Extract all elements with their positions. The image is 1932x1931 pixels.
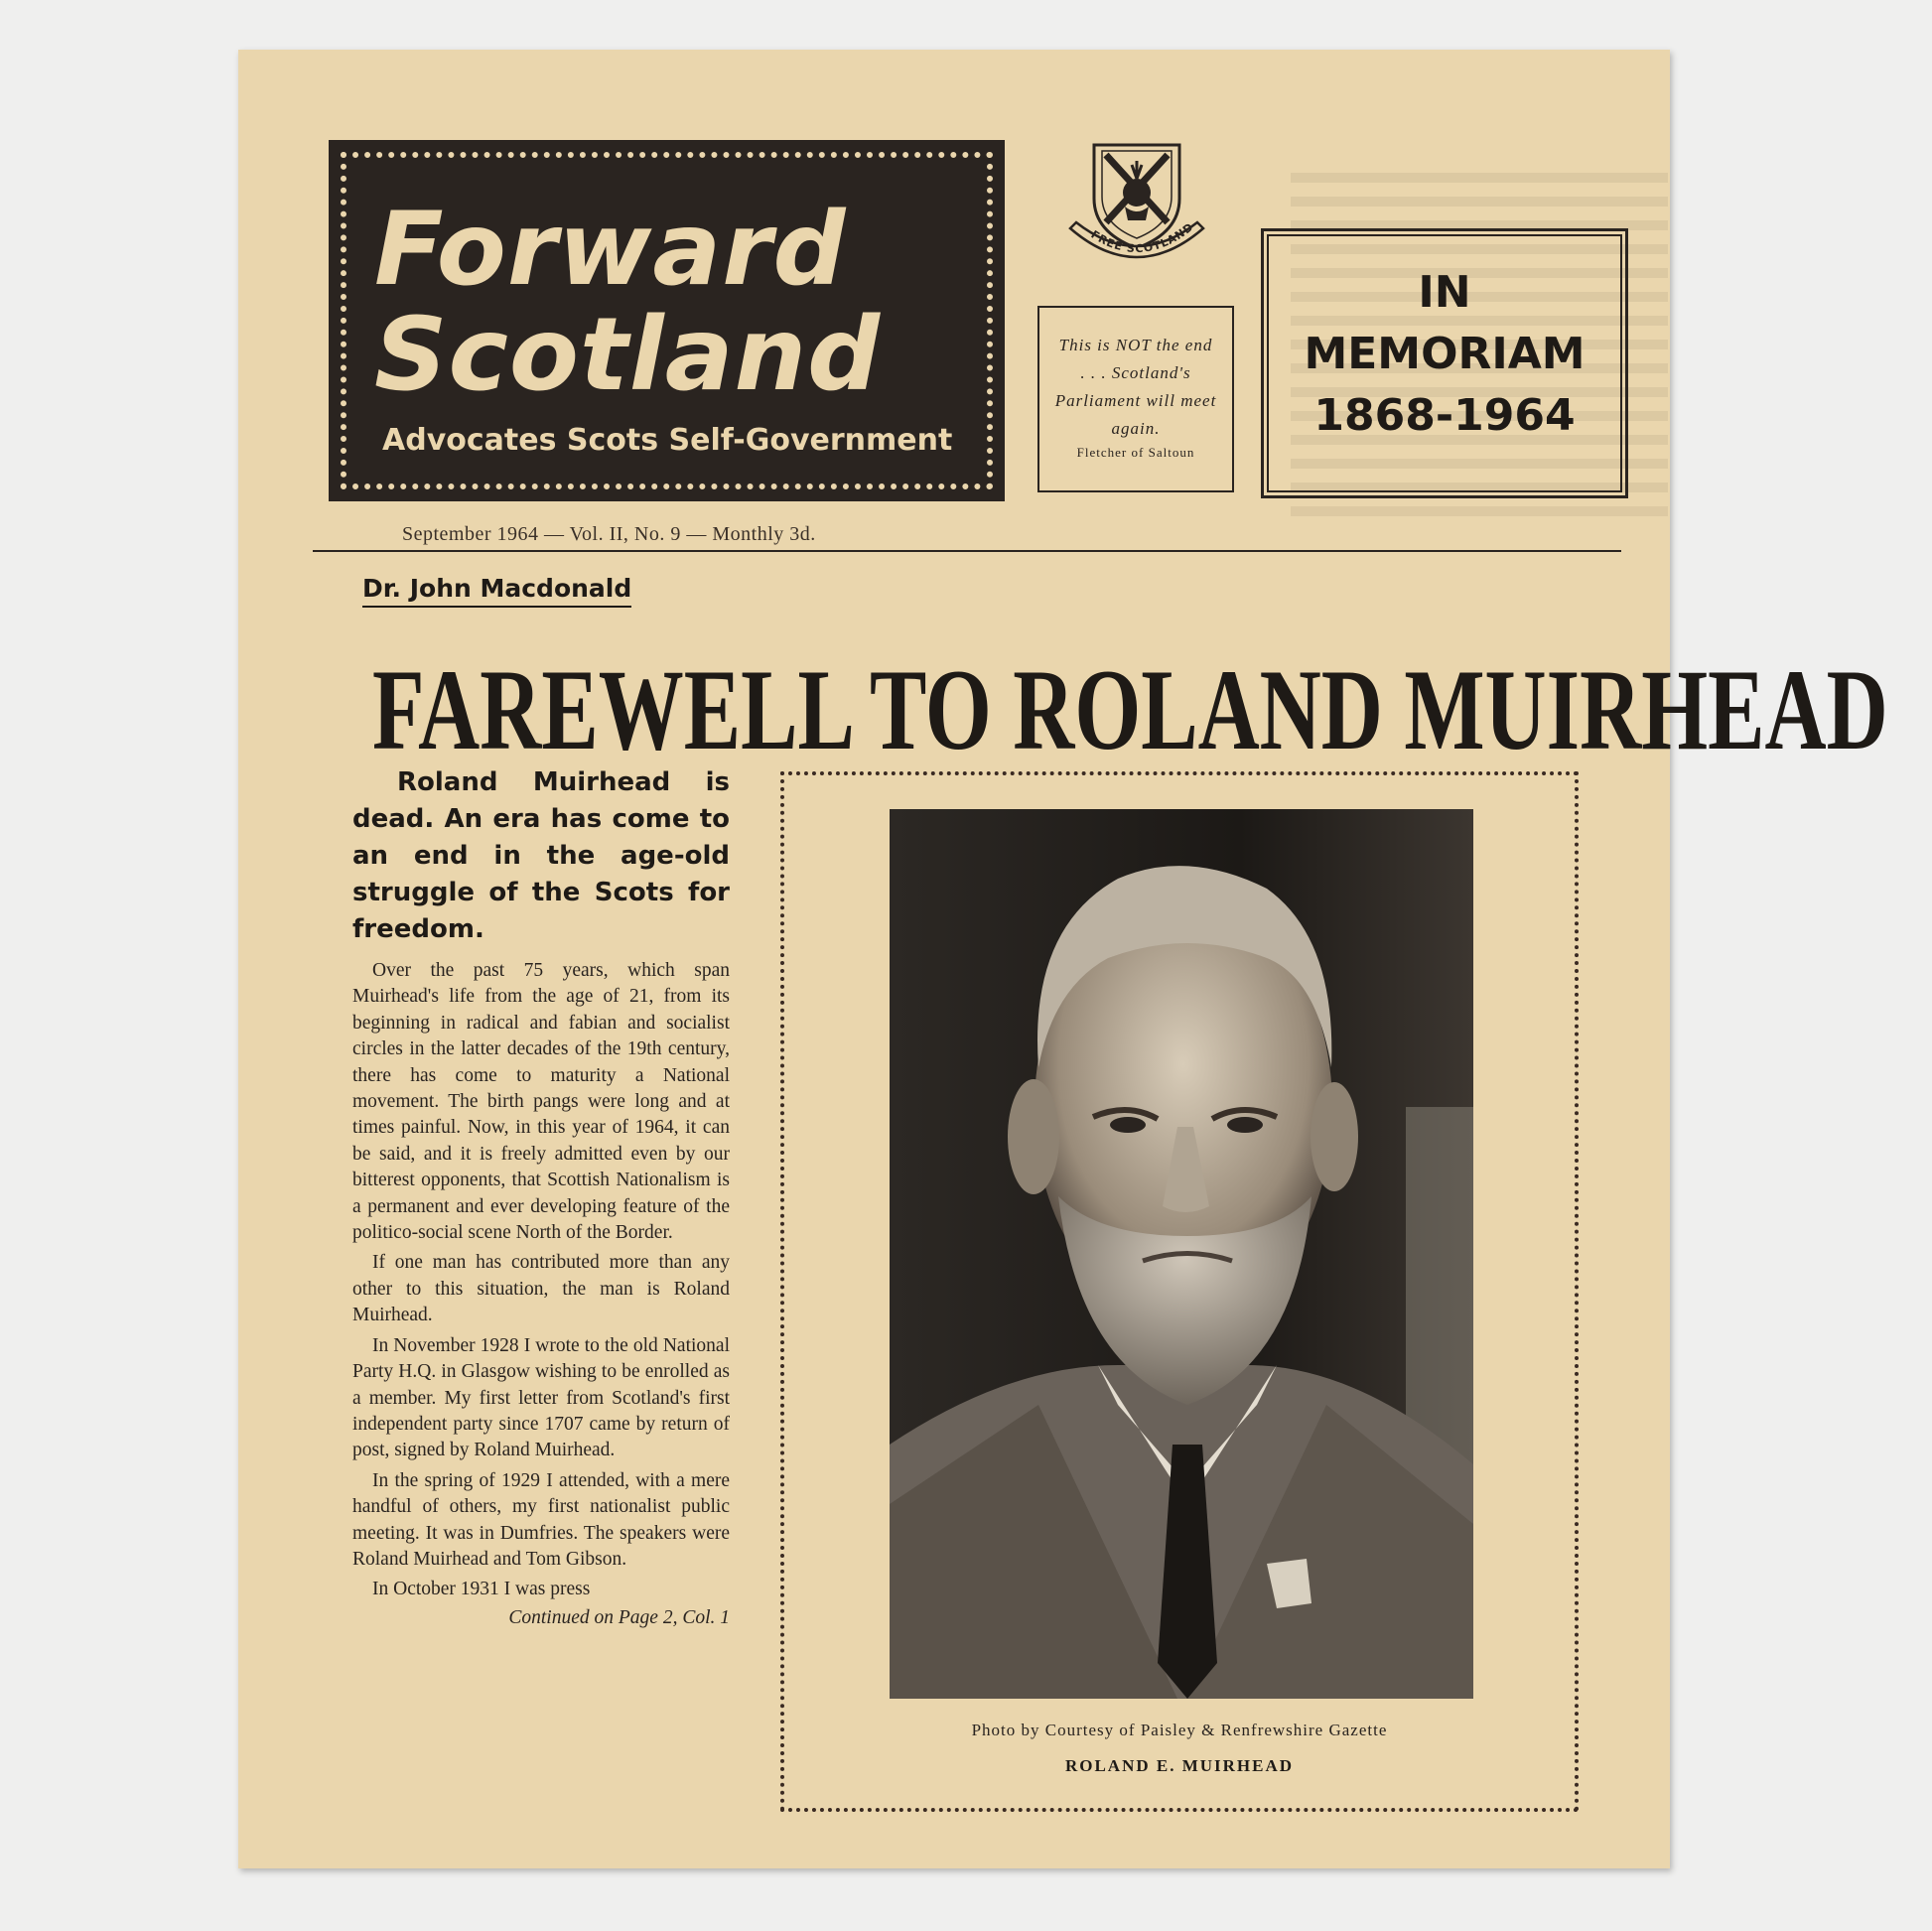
masthead-subtitle: Advocates Scots Self-Government [382,423,953,458]
author-byline: Dr. John Macdonald [362,574,631,608]
memoriam-line1: IN [1418,267,1471,318]
photo-caption: ROLAND E. MUIRHEAD [1064,1756,1295,1775]
continued-note: Continued on Page 2, Col. 1 [508,1606,730,1628]
issue-dateline: September 1964 — Vol. II, No. 9 — Monthly 3d. [402,523,816,545]
memoriam-dates: 1868-1964 [1313,390,1576,441]
masthead-title [374,191,882,414]
memoriam-box [1261,228,1628,498]
article-lead: Roland Muirhead is dead. An era has come to an end in the age-old struggle of the Scots for freedom. [352,767,730,944]
photo-credit: Photo by Courtesy of Paisley & Renfrewshire Gazette [971,1721,1388,1739]
thistle-shield-emblem-icon [1062,137,1211,276]
article-paragraph: In November 1928 I wrote to the old National Party H.Q. in Glasgow wishing to be enrolled as a member. My first letter from Scotland's first independent party since 1707 came by return of post, signed by Roland Muirhead. [352,1334,730,1461]
portrait-photo [890,809,1473,1699]
emblem-motto: FREE SCOTLAND [1088,219,1196,256]
masthead-title-line2: Scotland [374,296,882,414]
article-paragraph: In the spring of 1929 I attended, with a mere handful of others, my first nationalist public meeting. It was in Dumfries. The speakers were Roland Muirhead and Tom Gibson. [352,1469,730,1570]
masthead-title-line1: Forward [374,191,847,309]
masthead-rule [313,550,1621,552]
quote-text: This is NOT the end . . . Scotland's Parliament will meet again. [1054,336,1217,438]
photo-frame [780,771,1579,1812]
memoriam-line2: MEMORIAM [1304,329,1586,379]
article-paragraph: In October 1931 I was press [372,1579,591,1600]
article-paragraph: Over the past 75 years, which span Muirhead's life from the age of 21, from its beginning in radical and fabian and socialist circles in the latter decades of the 19th century, there has come to maturity a National movement. The birth pangs were long and at times painful. Now, in this year of 1964, it can be said, and it is freely admitted even by our bitterest opponents, that Scottish Nationalism is a permanent and ever developing feature of the politico-social scene North of the Border. [352,960,730,1244]
quote-attribution: Fletcher of Saltoun [1076,445,1195,460]
masthead-border [341,152,993,489]
headline: FAREWELL TO ROLAND MUIRHEAD [372,644,1888,774]
quote-box [1037,306,1234,492]
article-column [352,764,730,1629]
article-paragraph: If one man has contributed more than any other to this situation, the man is Roland Muirhead. [352,1252,730,1326]
masthead [329,140,1005,501]
